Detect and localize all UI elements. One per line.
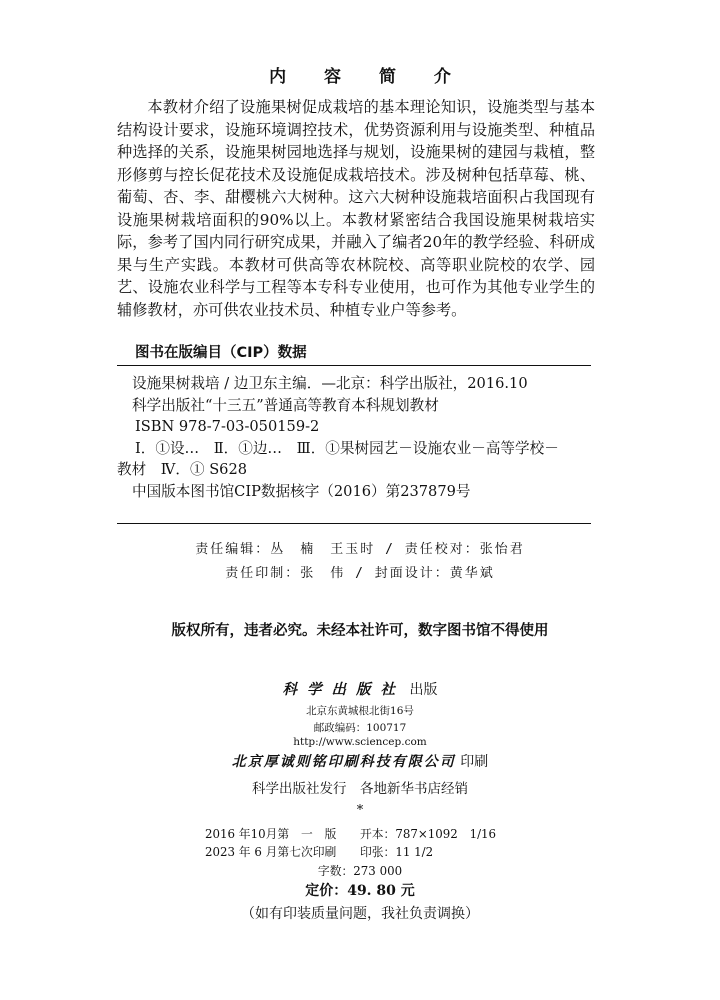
cip-line-series: 科学出版社“十三五”普通高等教育本科规划教材 [132, 396, 439, 414]
publisher-suffix: 出版 [409, 682, 438, 698]
copyright-notice: 版权所有，违者必究。未经本社许可，数字图书馆不得使用 [171, 623, 549, 639]
printer-suffix: 印刷 [460, 754, 489, 770]
edition-line-2: 2023 年 6 月第七次印刷 印张：11 1/2 [205, 845, 434, 859]
edition-line-1: 2016 年10月第 一 版 开本：787×1092 1/16 [205, 827, 497, 841]
summary-paragraph: 本教材介绍了设施果树促成栽培的基本理论知识，设施类型与基本结构设计要求，设施环境调控技术，优势资源利用与设施类型、种植品种选择的关系，设施果树园地选择与规划，设施果树的建园与栽植，整形修剪与控长促花技术及设施促成栽培技术。涉及树种包括草莓、桃、葡萄、杏、李、甜樱桃六大树种。这六大树种设施栽培面积占我国现有设施果树栽培面积的90%以上。本教材紧密结合我国设施果树栽培实际，参考了国内同行研究成果，并融入了编者20年的教学经验、科研成果与生产实践。本教材可供高等农林院校、高等职业院校的农学、园艺、设施农业科学与工程等本专科专业使用，也可作为其他专业学生的辅修教材，亦可供农业技术员、种植专业户等参考。 [117, 98, 595, 319]
publisher-postcode: 邮政编码：100717 [313, 722, 407, 734]
cip-bottom-rule [117, 523, 591, 524]
distribution-line: 科学出版社发行 各地新华书店经销 [252, 781, 468, 797]
printer-line [0, 751, 720, 771]
cip-line-classification-cont: 教材 Ⅳ．① S628 [117, 461, 248, 478]
cip-line-isbn: ISBN 978-7-03-050159-2 [135, 418, 320, 435]
editor-credits: 责任编辑：丛 楠 王玉时 / 责任校对：张怡君 [195, 542, 525, 557]
word-count: 字数：273 000 [317, 864, 403, 878]
cip-line-record-number: 中国版本图书馆CIP数据核字（2016）第237879号 [132, 482, 471, 500]
cip-line-title: 设施果树栽培 / 边卫东主编．—北京：科学出版社，2016.10 [132, 375, 528, 392]
price: 定价：49. 80 元 [305, 883, 415, 899]
summary-title: 内 容 简 介 [269, 67, 467, 87]
cip-block [117, 373, 595, 502]
publisher-address: 北京东黄城根北街16号 [306, 705, 414, 717]
production-credits: 责任印制：张 伟 / 封面设计：黄华斌 [225, 566, 495, 581]
quality-notice: （如有印装质量问题，我社负责调换） [241, 906, 479, 922]
cip-top-rule [117, 365, 591, 366]
separator-asterisk: * [356, 803, 364, 818]
printer-name: 北京厚诚则铭印刷科技有限公司 [231, 754, 456, 770]
publisher-line [0, 678, 720, 699]
publisher-website: http://www.sciencep.com [293, 736, 427, 748]
cip-heading: 图书在版编目（CIP）数据 [135, 345, 307, 361]
publisher-name: 科学出版社 [282, 681, 406, 698]
cip-line-classification: Ⅰ．①设… Ⅱ．①边… Ⅲ．①果树园艺－设施农业－高等学校－ [135, 439, 559, 457]
